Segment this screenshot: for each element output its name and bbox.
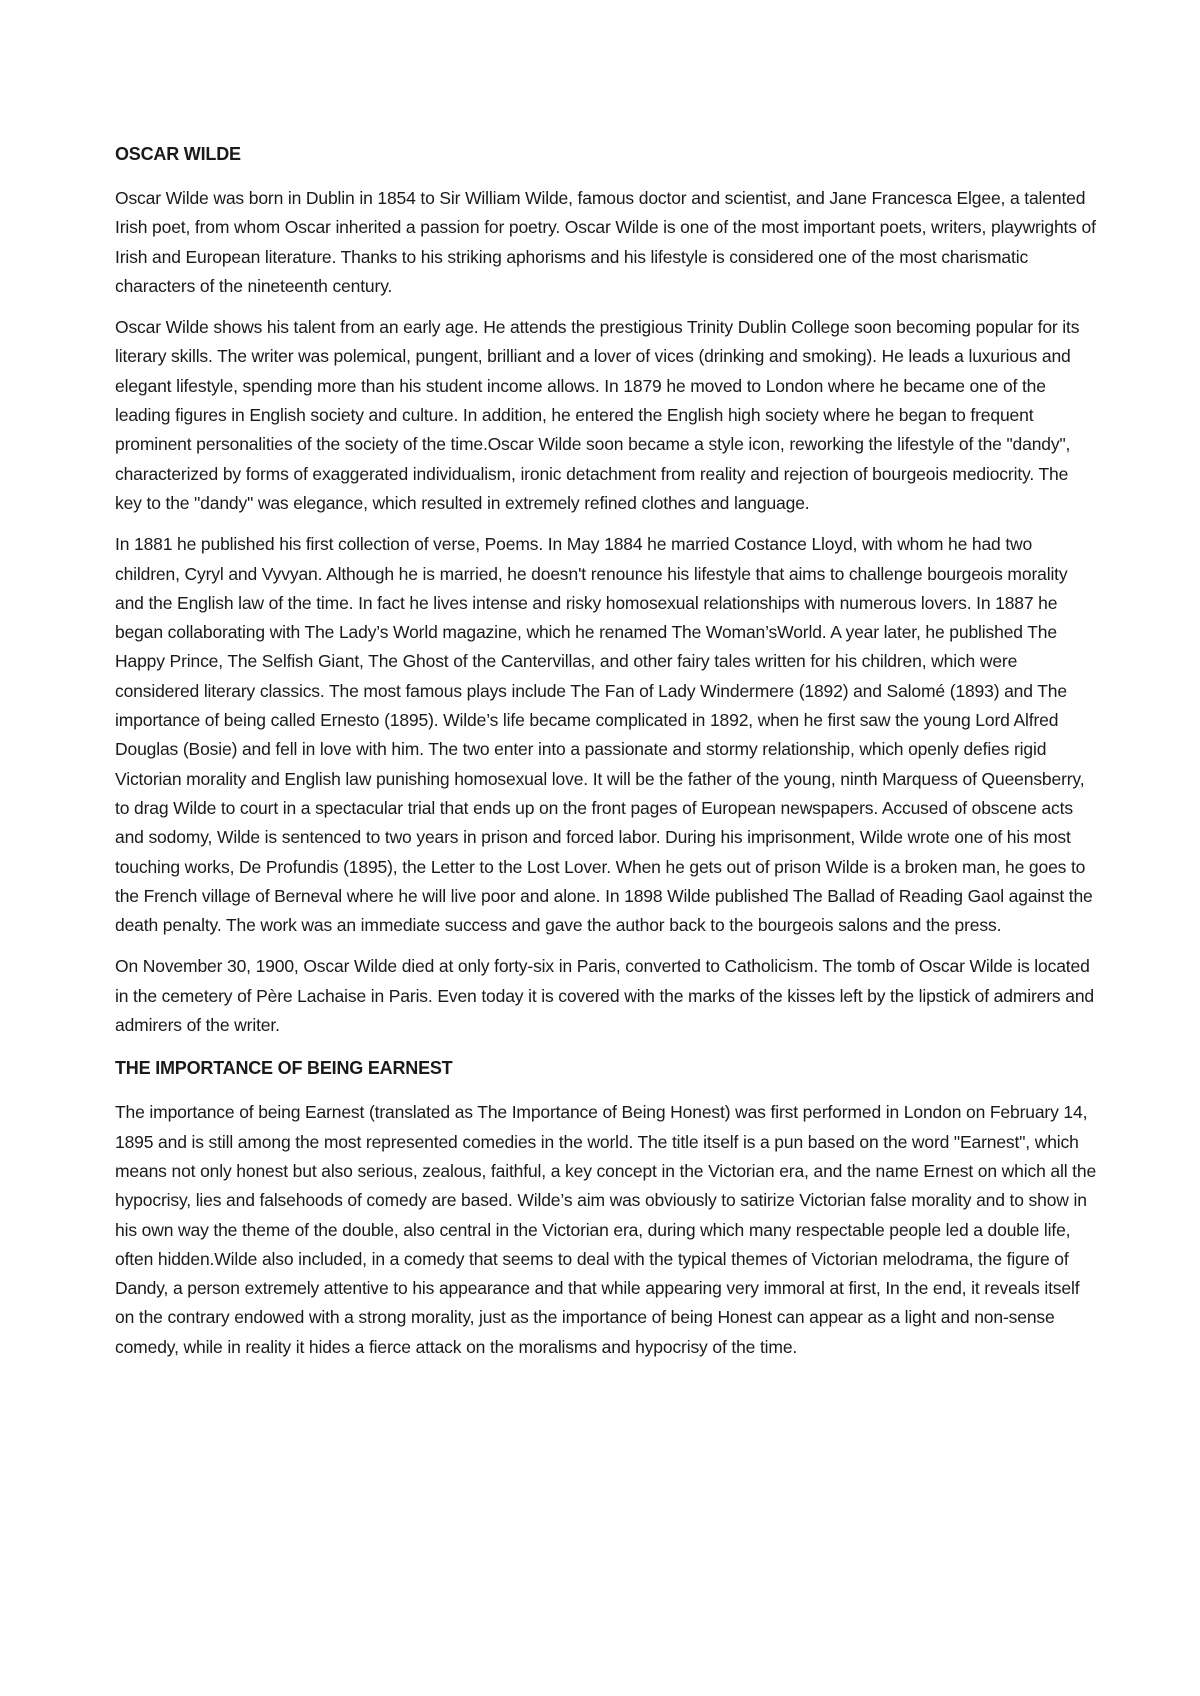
- paragraph-biography-intro: Oscar Wilde was born in Dublin in 1854 to Sir William Wilde, famous doctor and scientist, and Jane Francesca Elgee, a talented Irish poet, from whom Oscar inherited a passion for poetry. Oscar Wilde is one of the most important poets, writers, playwrights of Irish and European literature. Thanks to his striking aphorisms and his lifestyle is considered one of the most charismatic characters of the nineteenth century.: [115, 188, 1096, 296]
- paragraph-early-life: Oscar Wilde shows his talent from an early age. He attends the prestigious Trinity Dublin College soon becoming popular for its literary skills. The writer was polemical, pungent, brilliant and a lover of vices (drinking and smoking). He leads a luxurious and elegant lifestyle, spending more than his student income allows. In 1879 he moved to London where he became one of the leading figures in English society and culture. In addition, he entered the English high society where he began to frequent prominent personalities of the society of the time.Oscar Wilde soon became a style icon, reworking the lifestyle of the "dandy", characterized by forms of exaggerated individualism, ironic detachment from reality and rejection of bourgeois mediocrity. The key to the "dandy" was elegance, which resulted in extremely refined clothes and language.: [115, 317, 1080, 513]
- section-heading-importance-of-being-earnest: THE IMPORTANCE OF BEING EARNEST: [115, 1058, 453, 1079]
- paragraph-play-description: The importance of being Earnest (translated as The Importance of Being Honest) was first performed in London on February 14, 1895 and is still among the most represented comedies in the world. The title itself is a pun based on the word "Earnest", which means not only honest but also serious, zealous, faithful, a key concept in the Victorian era, and the name Ernest on which all the hypocrisy, lies and falsehoods of comedy are based. Wilde’s aim was obviously to satirize Victorian false morality and to show in his own way the theme of the double, also central in the Victorian era, during which many respectable people led a double life, often hidden.Wilde also included, in a comedy that seems to deal with the typical themes of Victorian melodrama, the figure of Dandy, a person extremely attentive to his appearance and that while appearing very immoral at first, In the end, it reveals itself on the contrary endowed with a strong morality, just as the importance of being Honest can appear as a light and non-sense comedy, while in reality it hides a fierce attack on the moralisms and hypocrisy of the time.: [115, 1102, 1097, 1357]
- paragraph-death: On November 30, 1900, Oscar Wilde died at only forty-six in Paris, converted to Catholicism. The tomb of Oscar Wilde is located in the cemetery of Père Lachaise in Paris. Even today it is covered with the marks of the kisses left by the lipstick of admirers and admirers of the writer.: [115, 956, 1094, 1036]
- section-heading-oscar-wilde: OSCAR WILDE: [115, 144, 241, 164]
- paragraph-works-and-trial: In 1881 he published his first collection of verse, Poems. In May 1884 he married Costance Lloyd, with whom he had two children, Cyryl and Vyvyan. Although he is married, he doesn't renounce his lifestyle that aims to challenge bourgeois morality and the English law of the time. In fact he lives intense and risky homosexual relationships with numerous lovers. In 1887 he began collaborating with The Lady’s World magazine, which he renamed The Woman’sWorld. A year later, he published The Happy Prince, The Selfish Giant, The Ghost of the Cantervillas, and other fairy tales written for his children, which were considered literary classics. The most famous plays include The Fan of Lady Windermere (1892) and Salomé (1893) and The importance of being called Ernesto (1895). Wilde’s life became complicated in 1892, when he first saw the young Lord Alfred Douglas (Bosie) and fell in love with him. The two enter into a passionate and stormy relationship, which openly defies rigid Victorian morality and English law punishing homosexual love. It will be the father of the young, ninth Marquess of Queensberry, to drag Wilde to court in a spectacular trial that ends up on the front pages of European newspapers. Accused of obscene acts and sodomy, Wilde is sentenced to two years in prison and forced labor. During his imprisonment, Wilde wrote one of his most touching works, De Profundis (1895), the Letter to the Lost Lover. When he gets out of prison Wilde is a broken man, he goes to the French village of Berneval where he will live poor and alone. In 1898 Wilde published The Ballad of Reading Gaol against the death penalty. The work was an immediate success and gave the author back to the bourgeois salons and the press.: [115, 534, 1093, 936]
- document-page: [115, 140, 1099, 1374]
